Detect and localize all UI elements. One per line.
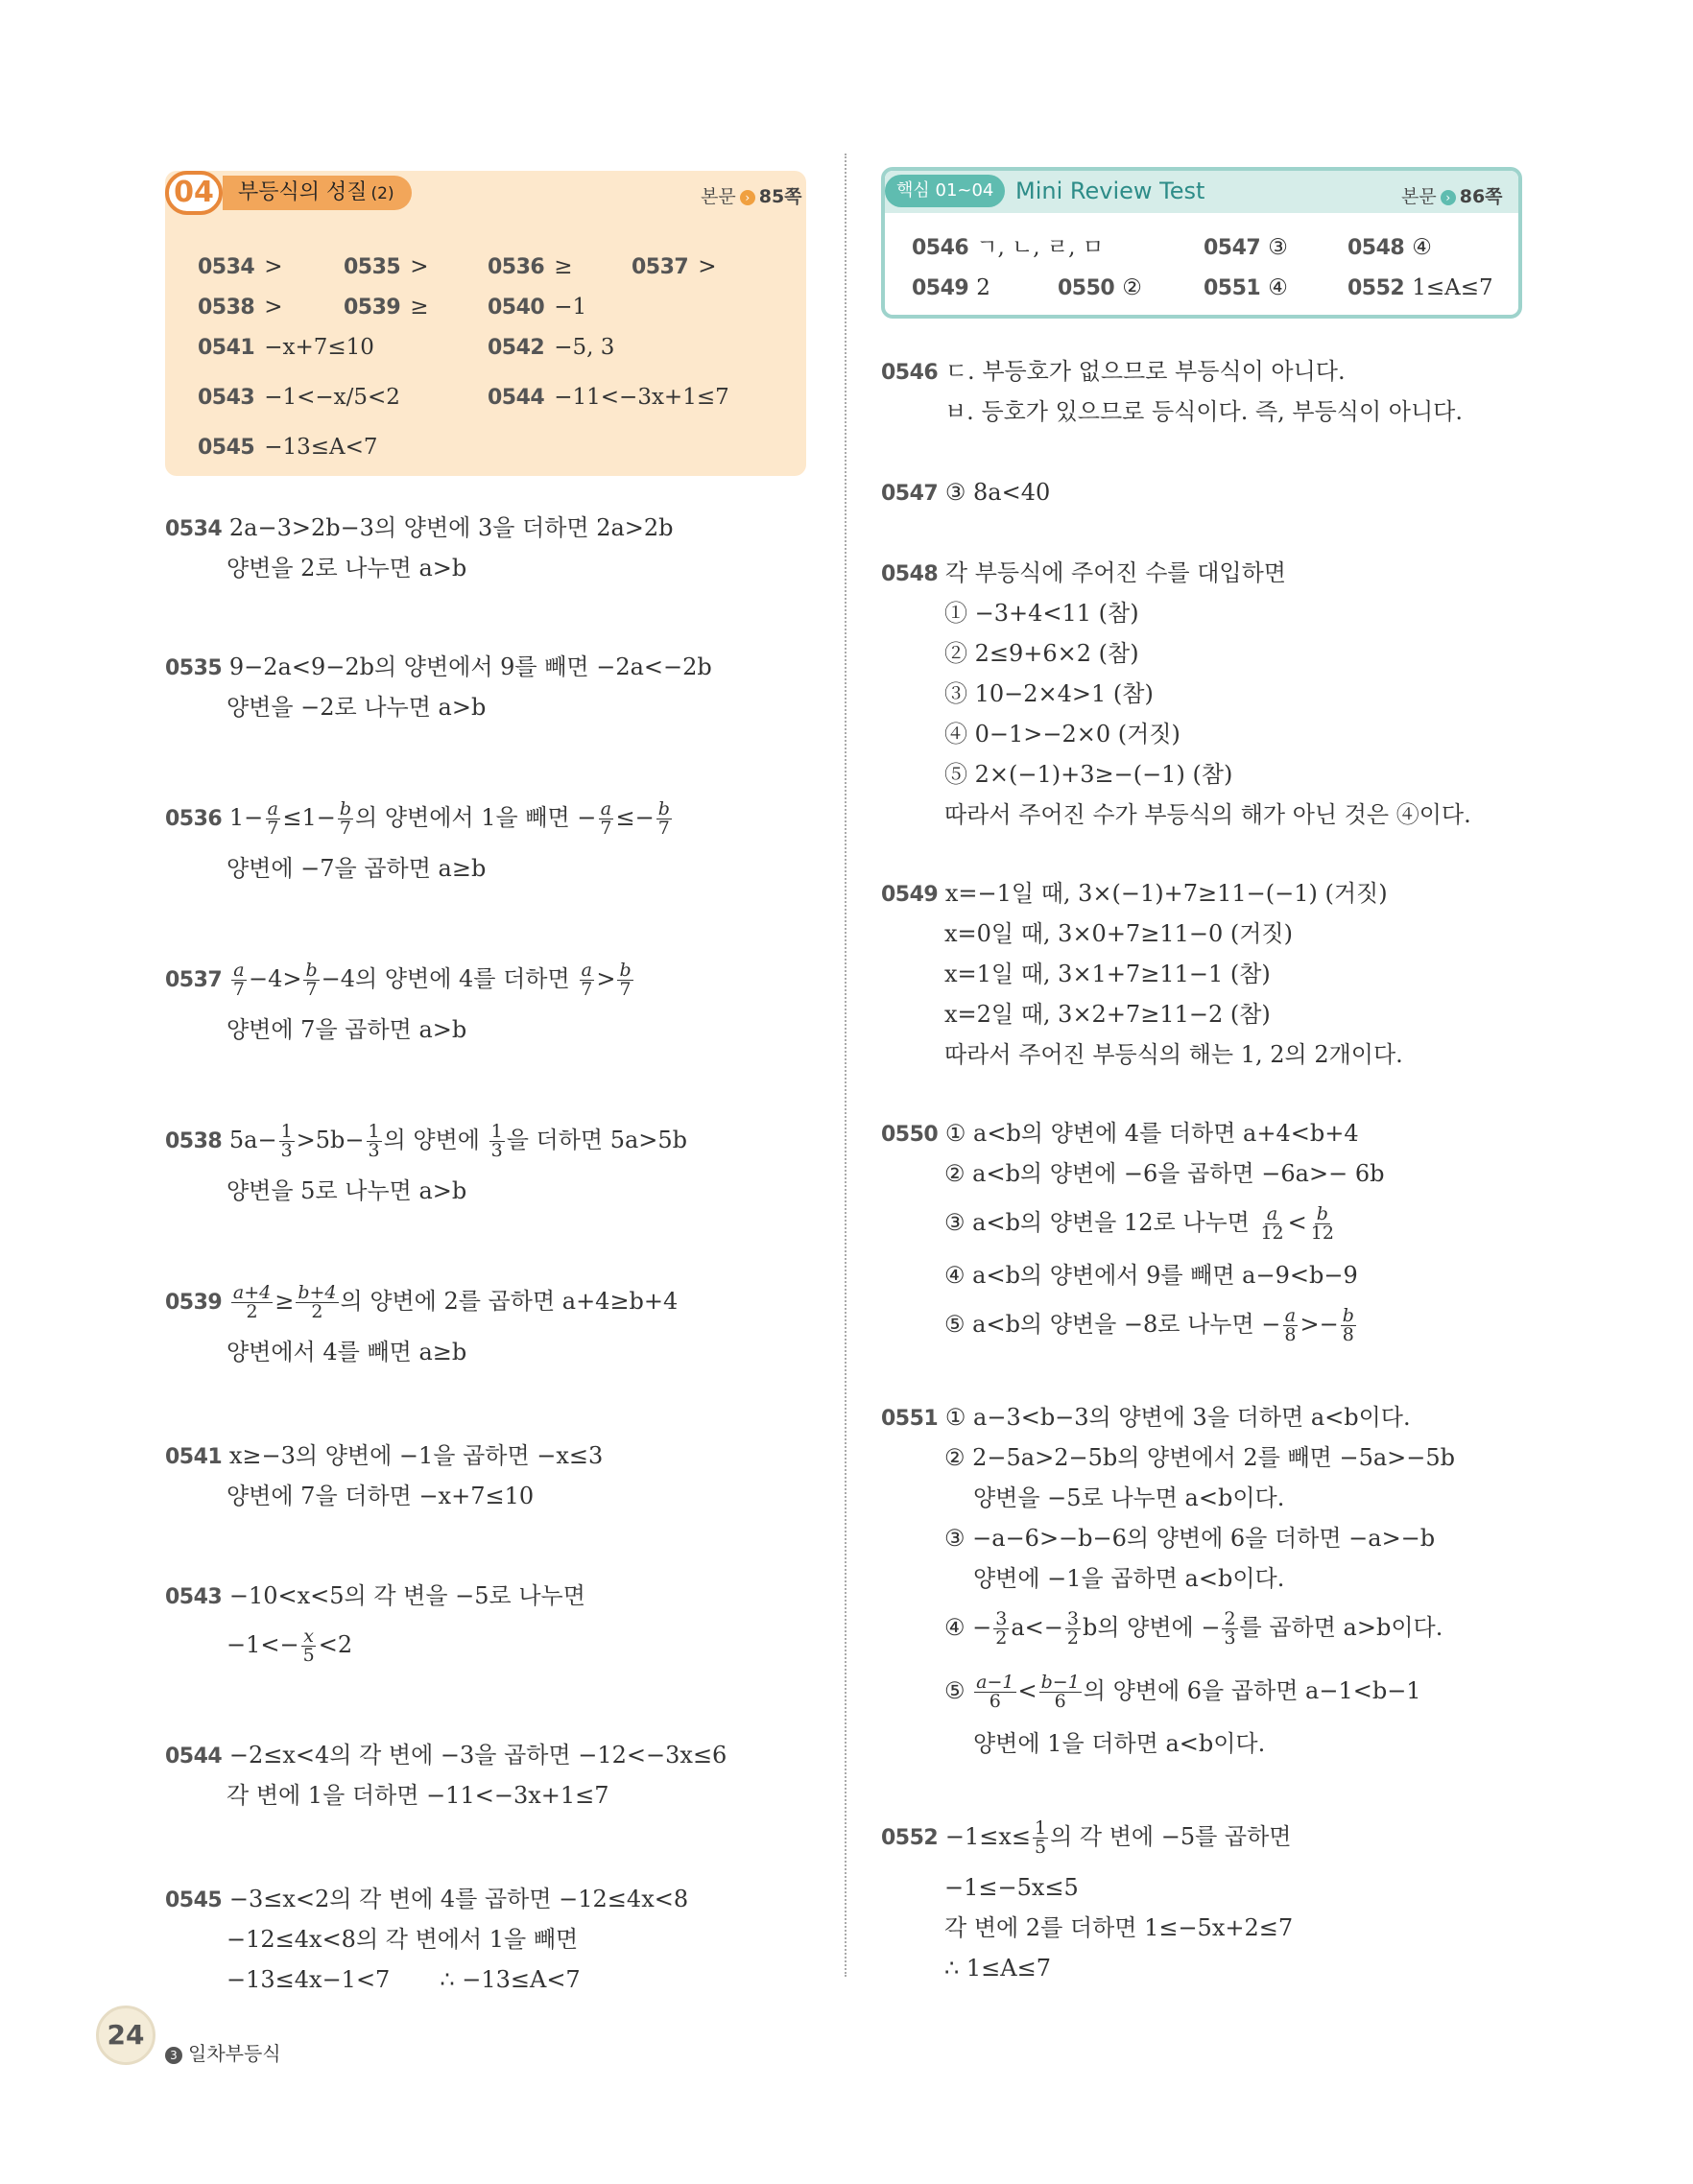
- solution-line: 양변에 7을 더하면 −x+7≤10: [227, 1483, 535, 1509]
- section-number-badge: 04: [165, 171, 223, 215]
- solution-line: ① a<b의 양변에 4를 더하면 a+4<b+4: [944, 1120, 1359, 1147]
- solution-line: ② a<b의 양변에 −6을 곱하면 −6a>− 6b: [944, 1160, 1385, 1187]
- solution-line: 양변에 −1을 곱하면 a<b이다.: [973, 1565, 1285, 1592]
- solution-line: 각 변에 2를 더하면 1≤−5x+2≤7: [944, 1914, 1294, 1941]
- solution-line: 각 변에 1을 더하면 −11<−3x+1≤7: [227, 1782, 609, 1809]
- conclusion: ∴ −13≤A<7: [440, 1966, 581, 1993]
- answer-item: 0539 ≥: [344, 295, 429, 320]
- problem-number: 0552: [881, 1826, 939, 1850]
- solution-line: 양변을 5로 나누면 a>b: [227, 1177, 467, 1204]
- solution-line: −12≤4x<8의 각 변에서 1을 빼면: [227, 1926, 579, 1953]
- problem-number: 0541: [165, 1445, 223, 1469]
- solution-line: x≥−3의 양변에 −1을 곱하면 −x≤3: [228, 1442, 604, 1469]
- solution-line: 양변을 −2로 나누면 a>b: [227, 694, 487, 721]
- problem-number: 0550: [881, 1123, 939, 1147]
- answer-item: 0535 >: [344, 254, 429, 279]
- review-answer-item: 0547 ③: [1204, 235, 1288, 260]
- review-answer-item: 0552 1≤A≤7: [1347, 275, 1493, 300]
- answer-item: 0545 −13≤A<7: [198, 435, 378, 460]
- problem-number: 0544: [165, 1745, 223, 1769]
- solution-line: −2≤x<4의 각 변에 −3을 곱하면 −12<−3x≤6: [228, 1742, 727, 1769]
- solution-line: ② 2≤9+6×2 (참): [944, 640, 1139, 667]
- answer-item: 0543 −1<−x/5<2: [198, 385, 400, 410]
- solution-line: ④ 0−1>−2×0 (거짓): [944, 721, 1180, 748]
- answer-summary-box: [165, 171, 806, 476]
- solution-line: 양변에서 4를 빼면 a≥b: [227, 1339, 467, 1365]
- review-title: Mini Review Test: [1015, 178, 1205, 204]
- solution-line: ⑤ 2×(−1)+3≥−(−1) (참): [944, 761, 1233, 788]
- solution-line: ① a−3<b−3의 양변에 3을 더하면 a<b이다.: [944, 1404, 1411, 1431]
- conclusion: ∴ 1≤A≤7: [944, 1955, 1051, 1982]
- problem-number: 0543: [165, 1585, 223, 1609]
- solution-line: 양변을 −5로 나누면 a<b이다.: [973, 1484, 1285, 1511]
- solution-line: ① −3+4<11 (참): [944, 600, 1139, 627]
- solution-line: ④ a<b의 양변에서 9를 빼면 a−9<b−9: [944, 1262, 1358, 1289]
- solution-line: −1≤−5x≤5: [944, 1874, 1079, 1901]
- problem-number: 0536: [165, 807, 223, 831]
- answer-item: 0542 −5, 3: [488, 335, 615, 360]
- problem-number: 0545: [165, 1888, 223, 1912]
- solution-line: ③ 8a<40: [944, 479, 1051, 506]
- solution-line: 9−2a<9−2b의 양변에서 9를 빼면 −2a<−2b: [228, 653, 712, 680]
- problem-number: 0535: [165, 656, 223, 680]
- problem-number: 0548: [881, 562, 939, 586]
- page-reference-right: 본문 › 86쪽: [1401, 186, 1503, 207]
- section-title: 부등식의 성질 (2): [223, 176, 412, 210]
- solution-line: 각 부등식에 주어진 수를 대입하면: [944, 559, 1286, 586]
- review-answer-item: 0548 ④: [1347, 235, 1432, 260]
- answer-item: 0541 −x+7≤10: [198, 335, 374, 360]
- solution-line: 2a−3>2b−3의 양변에 3을 더하면 2a>2b: [228, 514, 674, 541]
- solution-line: −13≤4x−1<7: [227, 1966, 391, 1993]
- problem-number: 0551: [881, 1407, 939, 1431]
- solution-line: 양변을 2로 나누면 a>b: [227, 555, 467, 582]
- solution-line: x=2일 때, 3×2+7≥11−2 (참): [944, 1001, 1271, 1028]
- arrow-icon: ›: [1441, 190, 1456, 205]
- solution-line: 양변에 −7을 곱하면 a≥b: [227, 855, 487, 882]
- review-answer-item: 0550 ②: [1058, 275, 1142, 300]
- review-answer-item: 0551 ④: [1204, 275, 1288, 300]
- page-number: 24: [96, 2006, 155, 2065]
- solution-line: ㄷ. 부등호가 없으므로 부등식이 아니다.: [944, 358, 1346, 385]
- solution-line: x=0일 때, 3×0+7≥11−0 (거짓): [944, 920, 1293, 947]
- solution-line: −3≤x<2의 각 변에 4를 곱하면 −12≤4x<8: [228, 1886, 689, 1912]
- answer-item: 0534 >: [198, 254, 283, 279]
- solution-line: 양변에 7을 곱하면 a>b: [227, 1016, 467, 1043]
- review-tag: 핵심 01~04: [885, 175, 1005, 207]
- problem-number: 0546: [881, 361, 939, 385]
- chapter-label: 3 일차부등식: [165, 2038, 281, 2066]
- problem-number: 0547: [881, 482, 939, 506]
- solution-line: 따라서 주어진 수가 부등식의 해가 아닌 것은 ④이다.: [944, 801, 1471, 828]
- solution-line: ③ 10−2×4>1 (참): [944, 680, 1154, 707]
- page-reference: 본문 › 85쪽: [701, 186, 802, 207]
- solution-line: x=−1일 때, 3×(−1)+7≥11−(−1) (거짓): [944, 880, 1388, 907]
- answer-item: 0536 ≥: [488, 254, 573, 279]
- answer-item: 0537 >: [632, 254, 717, 279]
- problem-number: 0537: [165, 968, 223, 992]
- chapter-number-badge: 3: [165, 2047, 182, 2064]
- column-divider: [845, 154, 846, 1977]
- solution-line: ③ −a−6>−b−6의 양변에 6을 더하면 −a>−b: [944, 1525, 1436, 1552]
- answer-item: 0538 >: [198, 295, 283, 320]
- problem-number: 0534: [165, 517, 223, 541]
- problem-number: 0549: [881, 883, 939, 907]
- answer-item: 0544 −11<−3x+1≤7: [488, 385, 729, 410]
- problem-number: 0538: [165, 1129, 223, 1153]
- problem-number: 0539: [165, 1291, 223, 1315]
- answer-item: 0540 −1: [488, 295, 587, 320]
- solution-line: 따라서 주어진 부등식의 해는 1, 2의 2개이다.: [944, 1041, 1403, 1068]
- solution-line: ② 2−5a>2−5b의 양변에서 2를 빼면 −5a>−5b: [944, 1444, 1456, 1471]
- solution-line: 양변에 1을 더하면 a<b이다.: [973, 1730, 1266, 1757]
- solution-line: −10<x<5의 각 변을 −5로 나누면: [228, 1582, 585, 1609]
- solution-line: x=1일 때, 3×1+7≥11−1 (참): [944, 961, 1271, 987]
- review-answer-item: 0546 ㄱ, ㄴ, ㄹ, ㅁ: [912, 235, 1104, 260]
- review-answer-item: 0549 2: [912, 275, 990, 300]
- solution-line: ㅂ. 등호가 있으므로 등식이다. 즉, 부등식이 아니다.: [944, 398, 1463, 425]
- arrow-icon: ›: [740, 190, 755, 205]
